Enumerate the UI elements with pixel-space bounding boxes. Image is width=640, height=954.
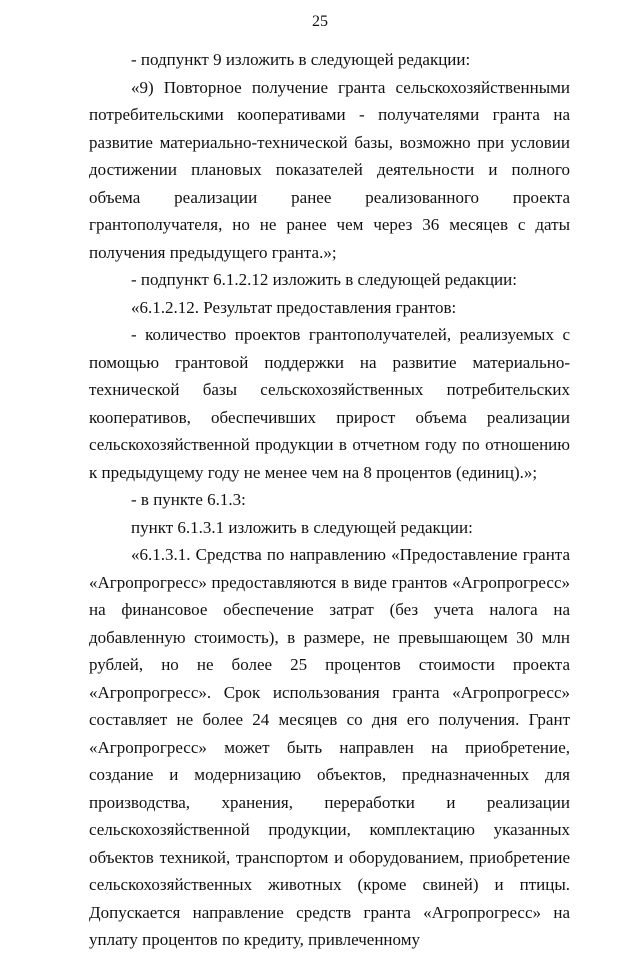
paragraph-point-6-1-3-1-text: «6.1.3.1. Средства по направлению «Предоставление гранта «Агропрогресс» предоставляются в виде грантов «Агропрогресс» на финансовое обеспечение затрат (без учета налога на добавленную стоимость), в размере, не превышающем 30 млн рублей, но не более 25 процентов стоимости проекта «Агропрогресс». Срок использования гранта «Агропрогресс» составляет не более 24 месяцев со дня его получения. Грант «Агропрогресс» может быть направлен на приобретение, создание и модернизацию объектов, предназначенных для производства, хранения, переработки и реализации сельскохозяйственной продукции, комплектацию указанных объектов техникой, транспортом и оборудованием, приобретение сельскохозяйственных животных (кроме свиней) и птицы. Допускается направление средств гранта «Агропрогресс» на уплату процентов по кредиту, привлеченному xyxy=(89,545,570,949)
paragraph-subpoint-9-intro: - подпункт 9 изложить в следующей редакции: xyxy=(131,50,471,69)
paragraph-subpoint-9-text: «9) Повторное получение гранта сельскохозяйственными потребительскими кооперативами - получателями гранта на развитие материально-технической базы, возможно при условии достижении плановых показателей деятельности и полного объема реализации ранее реализованного проекта грантополучателя, но не ранее чем через 36 месяцев с даты получения предыдущего гранта.»; xyxy=(89,77,570,262)
paragraph-grant-result-text: - количество проектов грантополучателей, реализуемых с помощью грантовой поддержки на развитие материально-технической базы сельскохозяйственных потребительских кооперативов, обеспечивших прирост объема реализации сельскохозяйственной продукции в отчетном году по отношению к предыдущему году не менее чем на 8 процентов (единиц).»; xyxy=(89,325,570,482)
document-body xyxy=(89,46,570,954)
page-number: 25 xyxy=(312,13,328,30)
paragraph-point-6-1-3-1-intro: пункт 6.1.3.1 изложить в следующей редакции: xyxy=(131,517,473,537)
paragraph-subpoint-6-1-2-12-intro: - подпункт 6.1.2.12 изложить в следующей редакции: xyxy=(131,270,517,289)
paragraph-subpoint-6-1-2-12-heading: «6.1.2.12. Результат предоставления грантов: xyxy=(131,297,457,317)
paragraph-point-6-1-3-intro: - в пункте 6.1.3: xyxy=(131,490,246,509)
